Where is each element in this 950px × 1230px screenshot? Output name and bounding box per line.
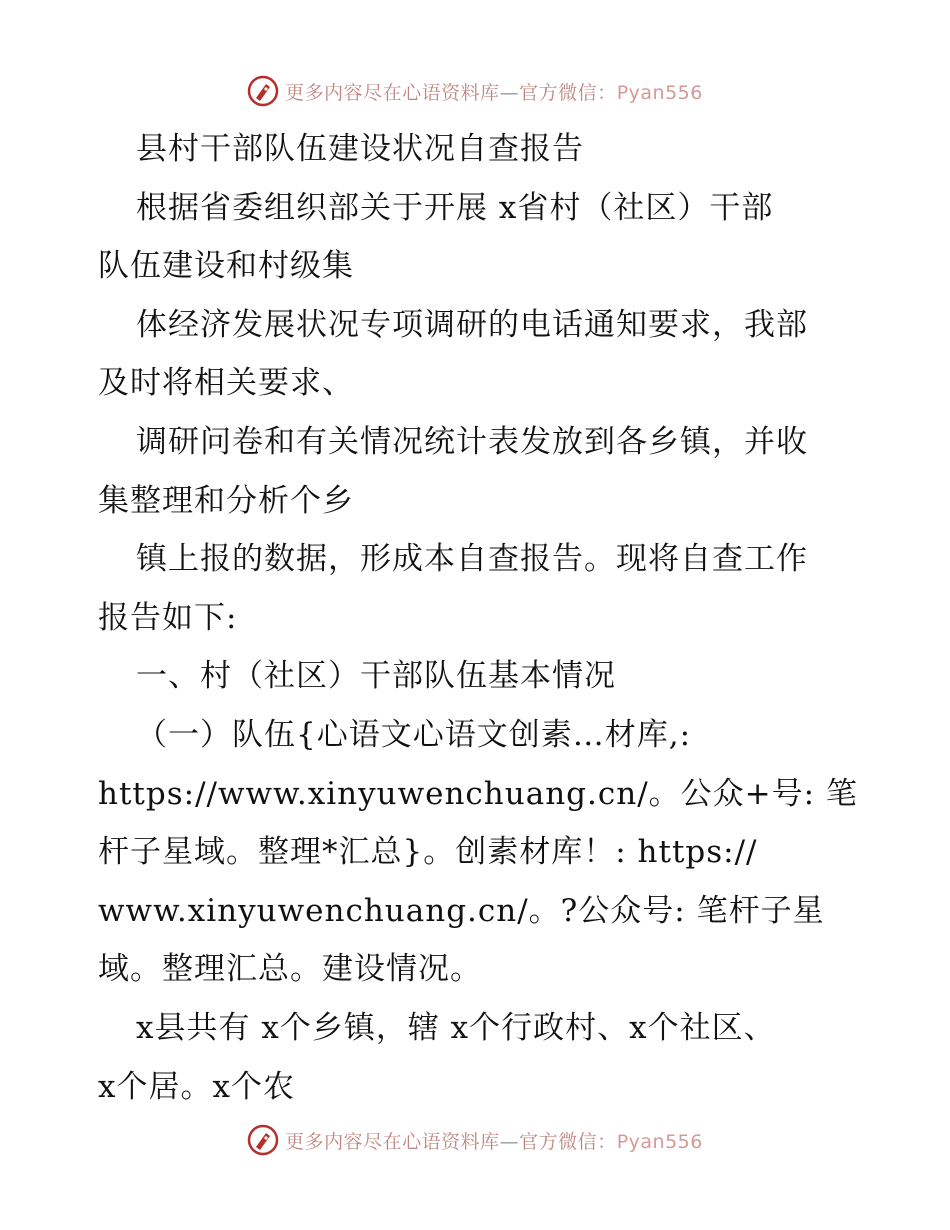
watermark-text: 更多内容尽在心语资料库—官方微信：Pyan556 <box>285 81 703 104</box>
text-line: www.xinyuwenchuang.cn/。?公众号: 笔杆子星 <box>98 892 825 929</box>
text-line: 队伍建设和村级集 <box>98 248 354 285</box>
text-line: 及时将相关要求、 <box>98 365 354 402</box>
text-line: 一、村（社区）干部队伍基本情况 <box>136 658 616 695</box>
text-line: x个居。x个农 <box>98 1068 295 1105</box>
watermark-text: 更多内容尽在心语资料库—官方微信：Pyan556 <box>285 1130 703 1153</box>
text-line: （一）队伍{心语文心语文创素…材库,: <box>136 716 692 753</box>
text-line: 体经济发展状况专项调研的电话通知要求，我部 <box>136 306 808 343</box>
header-watermark <box>0 71 950 111</box>
text-line: x县共有 x个乡镇，辖 x个行政村、x个社区、 <box>136 1009 776 1046</box>
text-line: 镇上报的数据，形成本自查报告。现将自查工作 <box>136 541 808 578</box>
text-line: 集整理和分析个乡 <box>98 482 354 519</box>
text-line: 报告如下: <box>98 599 238 636</box>
text-line: 根据省委组织部关于开展 x省村（社区）干部 <box>136 189 774 226</box>
pen-nib-logo-icon <box>247 1124 279 1156</box>
footer-watermark <box>0 1120 950 1160</box>
document-body <box>98 120 858 1116</box>
text-line: 杆子星域。整理*汇总}。创素材库！: https:// <box>98 834 758 871</box>
text-line: 调研问卷和有关情况统计表发放到各乡镇，并收 <box>136 423 808 460</box>
text-line: 域。整理汇总。建设情况。 <box>98 951 482 988</box>
pen-nib-logo-icon <box>247 75 279 107</box>
text-line: 县村干部队伍建设状况自查报告 <box>136 131 584 167</box>
text-line: https://www.xinyuwenchuang.cn/。公众+号: 笔 <box>98 775 858 812</box>
